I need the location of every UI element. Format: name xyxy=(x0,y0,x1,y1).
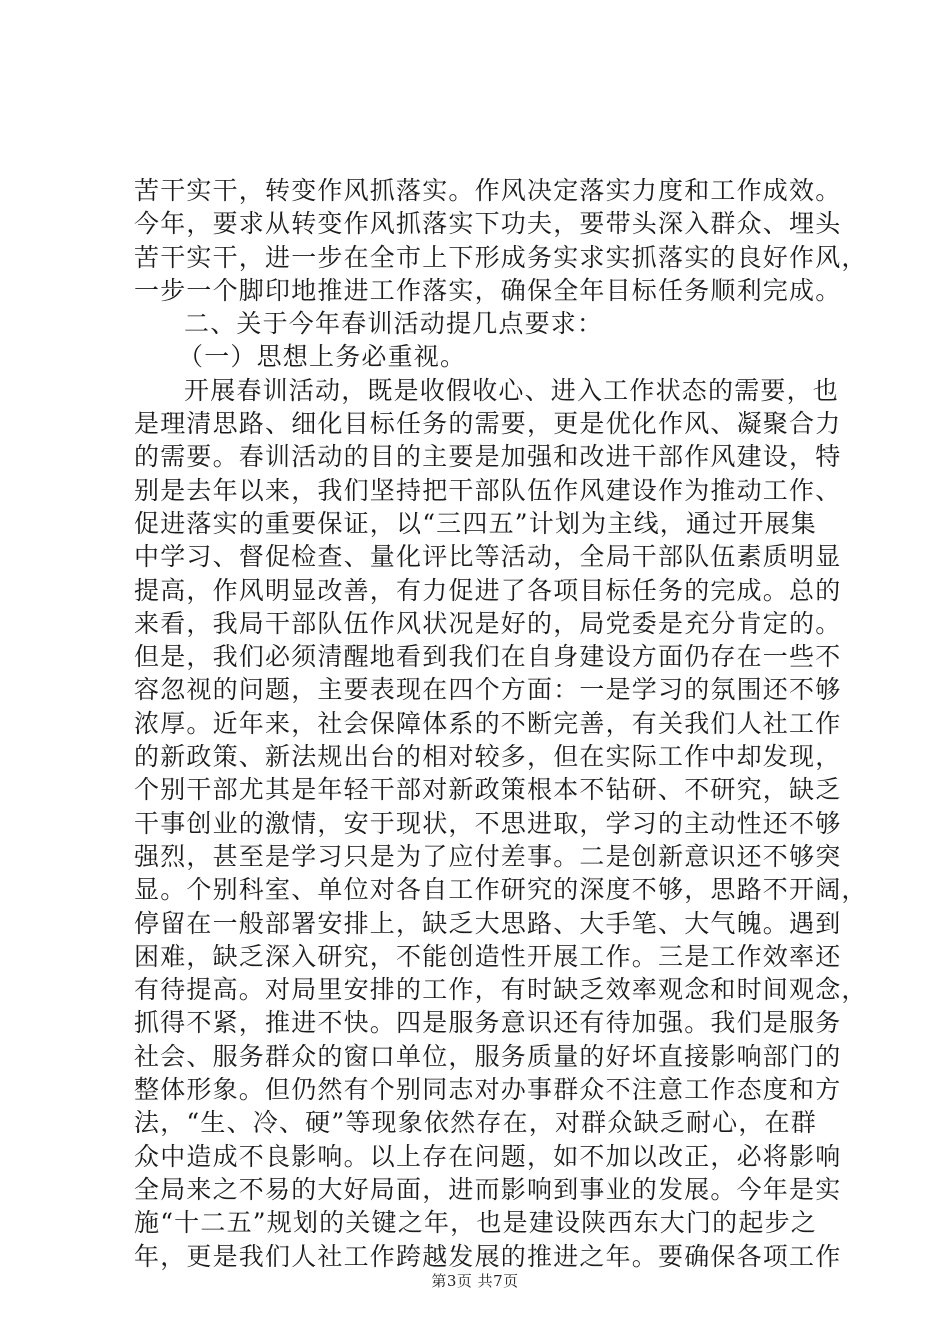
text-line: 困难，缺乏深入研究，不能创造性开展工作。三是工作效率还 xyxy=(134,941,842,971)
text-line: 别是去年以来，我们坚持把干部队伍作风建设作为推动工作、 xyxy=(134,475,842,505)
text-line: 全局来之不易的大好局面，进而影响到事业的发展。今年是实 xyxy=(134,1174,842,1204)
text-line: 干事创业的激情，安于现状，不思进取，学习的主动性还不够 xyxy=(134,808,842,838)
text-line: 容忽视的问题，主要表现在四个方面：一是学习的氛围还不够 xyxy=(134,675,842,705)
text-line: 显。个别科室、单位对各自工作研究的深度不够，思路不开阔， xyxy=(134,875,868,905)
text-line: 一步一个脚印地推进工作落实，确保全年目标任务顺利完成。 xyxy=(134,275,842,305)
text-line: 今年，要求从转变作风抓落实下功夫，要带头深入群众、埋头 xyxy=(134,209,842,239)
text-line: 有待提高。对局里安排的工作，有时缺乏效率观念和时间观念， xyxy=(134,975,868,1005)
text-line: 苦干实干，转变作风抓落实。作风决定落实力度和工作成效。 xyxy=(134,176,842,205)
text-line: 苦干实干，进一步在全市上下形成务实求实抓落实的良好作风， xyxy=(134,242,868,272)
text-line: 开展春训活动，既是收假收心、进入工作状态的需要，也 xyxy=(184,375,840,405)
text-line: 促进落实的重要保证，以“三四五”计划为主线，通过开展集 xyxy=(134,508,817,538)
text-line: 但是，我们必须清醒地看到我们在自身建设方面仍存在一些不 xyxy=(134,642,842,672)
text-line: 抓得不紧，推进不快。四是服务意识还有待加强。我们是服务 xyxy=(134,1008,842,1038)
document-body xyxy=(134,174,868,1273)
text-line: 个别干部尤其是年轻干部对新政策根本不钻研、不研究，缺乏 xyxy=(134,775,842,805)
text-line: 的需要。春训活动的目的主要是加强和改进干部作风建设，特 xyxy=(134,442,842,472)
section-heading: 二、关于今年春训活动提几点要求： xyxy=(184,309,604,339)
text-line: 提高，作风明显改善，有力促进了各项目标任务的完成。总的 xyxy=(134,575,842,605)
page-number-label: 第3页 共7页 xyxy=(431,1272,519,1290)
page-footer xyxy=(0,1270,950,1291)
text-line: 停留在一般部署安排上，缺乏大思路、大手笔、大气魄。遇到 xyxy=(134,908,842,938)
text-line: 浓厚。近年来，社会保障体系的不断完善，有关我们人社工作 xyxy=(134,708,842,738)
text-line: 年，更是我们人社工作跨越发展的推进之年。要确保各项工作 xyxy=(134,1241,842,1271)
text-line: 社会、服务群众的窗口单位，服务质量的好坏直接影响部门的 xyxy=(134,1041,842,1071)
text-line: 中学习、督促检查、量化评比等活动，全局干部队伍素质明显 xyxy=(134,542,842,572)
text-line: 是理清思路、细化目标任务的需要，更是优化作风、凝聚合力 xyxy=(134,409,842,439)
text-line: 整体形象。但仍然有个别同志对办事群众不注意工作态度和方 xyxy=(134,1075,842,1105)
text-line: 的新政策、新法规出台的相对较多，但在实际工作中却发现， xyxy=(134,742,842,772)
text-line: 强烈，甚至是学习只是为了应付差事。二是创新意识还不够突 xyxy=(134,841,842,871)
subsection-heading: （一）思想上务必重视。 xyxy=(178,342,467,372)
text-line: 众中造成不良影响。以上存在问题，如不加以改正，必将影响 xyxy=(134,1141,842,1171)
text-line: 来看，我局干部队伍作风状况是好的，局党委是充分肯定的。 xyxy=(134,608,842,638)
text-line: 施“十二五”规划的关键之年，也是建设陕西东大门的起步之 xyxy=(134,1208,817,1238)
text-line: 法，“生、冷、硬”等现象依然存在，对群众缺乏耐心，在群 xyxy=(134,1108,817,1138)
